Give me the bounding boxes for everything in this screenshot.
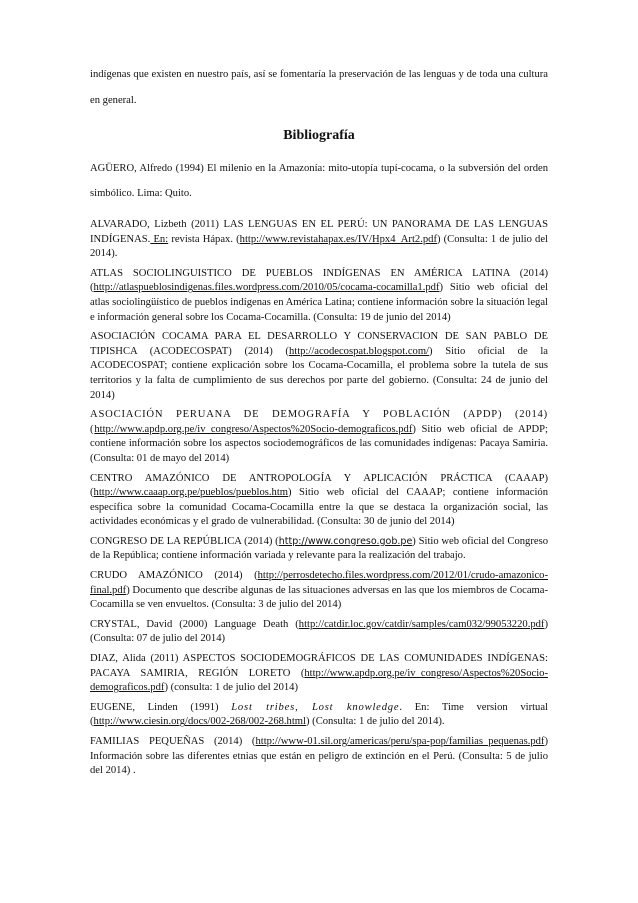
- reference-crystal: [90, 618, 548, 647]
- reference-text: FAMILIAS PEQUEÑAS (2014) (: [90, 736, 256, 747]
- reference-diaz: [90, 652, 548, 696]
- reference-aguero: AGÜERO, Alfredo (1994) El milenio en la Amazonía: mito-utopía tupí-cocama, o la subversión del orden simbólico. Lima: Quito.: [90, 163, 548, 199]
- reference-text: ATLAS SOCIOLINGUISTICO DE PUEBLOS INDÍGENAS EN AMÉRICA LATINA (2014) (: [90, 267, 548, 294]
- reference-text: CRYSTAL, David (2000) Language Death (: [90, 618, 299, 630]
- reference-atlas: [90, 267, 548, 325]
- reference-text: ) (Consulta: 1 de julio del 2014).: [305, 716, 445, 728]
- reference-text: CRUDO AMAZÓNICO (2014) (: [90, 570, 258, 582]
- reference-text: CENTRO AMAZÓNICO DE ANTROPOLOGÍA Y APLICACIÓN PRÁCTICA (CAAAP) (: [90, 472, 548, 499]
- reference-link[interactable]: http://atlaspueblosindigenas.files.wordpress.com/2010/05/cocama-cocamilla1.pdf: [93, 282, 440, 294]
- reference-en: En:: [150, 233, 169, 245]
- reference-text: ASOCIACIÓN COCAMA PARA EL DESARROLLO Y CONSERVACION DE SAN PABLO DE TIPISHCA (ACODECOSPAT) (2014) (: [90, 331, 548, 357]
- reference-link[interactable]: http://www.revistahapax.es/IV/Hpx4_Art2.pdf: [239, 233, 437, 245]
- reference-link[interactable]: http://www.apdp.org.pe/iv_congreso/Aspectos%20Socio-demograficos.pdf: [90, 667, 548, 694]
- reference-apdp: [90, 408, 548, 466]
- bibliography-heading: Bibliografía: [283, 128, 355, 143]
- reference-link[interactable]: http://acodecospat.blogspot.com/: [288, 345, 429, 357]
- reference-text: revista Hápax. (: [168, 233, 240, 245]
- reference-text: ) Sitio web oficial del CAAAP; contiene información específica sobre la comunidad Cocama-Cocamilla entre la que se destaca la organización social, las actividades económicas y el grado de vulnerabilidad. (Consulta: 30 de junio del 2014): [90, 487, 548, 528]
- reference-text: EUGENE, Linden (1991): [90, 701, 232, 713]
- reference-text: ) Sitio oficial de la ACODECOSPAT; contiene explicación sobre los Cocama-Cocamilla, el problema sobre la tutela de sus territorios y la falta de cumplimiento de sus derechos por parte del gobierno. (Consulta: 24 de junio del 2014): [90, 345, 549, 401]
- reference-crudo: [90, 569, 548, 613]
- reference-text: CONGRESO DE LA REPÚBLICA (2014) (: [90, 535, 279, 547]
- reference-text: ) Sitio web oficial del Congreso de la República; contiene información variada y relevante para la realización del trabajo.: [90, 535, 549, 562]
- reference-text: ) Información sobre las diferentes etnias que están en peligro de extinción en el Perú. (Consulta: 5 de julio del 2014) .: [90, 736, 548, 777]
- reference-link[interactable]: http://www.apdp.org.pe/iv_congreso/Aspectos%20Socio-demograficos.pdf: [94, 423, 413, 435]
- intro-paragraph: indígenas que existen en nuestro país, así se fomentaría la preservación de las lenguas y de toda una cultura en general.: [90, 69, 548, 106]
- reference-link[interactable]: http://www.congreso.gob.pe: [278, 535, 413, 547]
- reference-link[interactable]: http://www.ciesin.org/docs/002-268/002-268.html: [93, 716, 306, 728]
- reference-link[interactable]: http://perrosdetecho.files.wordpress.com/2012/01/crudo-amazonico-final.pdf: [90, 570, 548, 596]
- reference-text: DIAZ, Alida (2011) ASPECTOS SOCIODEMOGRÁFICOS DE LAS COMUNIDADES INDÍGENAS: PACAYA SAMIRIA, REGIÓN LORETO (: [90, 653, 548, 679]
- reference-link[interactable]: http://catdir.loc.gov/catdir/samples/cam032/99053220.pdf: [298, 618, 545, 630]
- reference-text: ALVARADO, Lizbeth (2011) LAS LENGUAS EN EL PERÚ: UN PANORAMA DE LAS LENGUAS INDÍGENAS.: [90, 219, 548, 245]
- reference-text: ) Sitio web oficial del atlas sociolingüístico de pueblos indígenas en América Latina; contiene información sobre la situación legal e información general sobre los Cocama-Cocamilla. (Consulta: 19 de junio del 2014): [90, 282, 548, 323]
- reference-text: . En: Time version virtual (: [90, 701, 548, 728]
- reference-text: ) (Consulta: 07 de julio del 2014): [90, 618, 548, 645]
- reference-text: ASOCIACIÓN PERUANA DE DEMOGRAFÍA Y POBLACIÓN (APDP) (2014) (: [90, 409, 548, 435]
- reference-alvarado: [90, 218, 548, 262]
- reference-eugene: [90, 701, 548, 730]
- reference-caaap: [90, 472, 548, 530]
- reference-familias: [90, 735, 548, 779]
- reference-link[interactable]: http://www.caaap.org.pe/pueblos/pueblos.htm: [93, 487, 289, 499]
- reference-text: ) (Consulta: 1 de julio del 2014).: [90, 233, 548, 260]
- reference-acodecospat: [90, 330, 548, 403]
- reference-congreso: [90, 535, 548, 564]
- reference-text: ) (consulta: 1 de julio del 2014): [164, 682, 299, 694]
- reference-text: ) Sitio web oficial de APDP; contiene información sobre los aspectos sociodemográficos de las comunidades indígenas: Pacaya Samiria. (Consulta: 01 de mayo del 2014): [90, 423, 548, 464]
- reference-text: ) Documento que describe algunas de las situaciones adversas en las que los miembros de Cocama-Cocamilla se ven envueltos. (Consulta: 3 de julio del 2014): [90, 584, 548, 611]
- document-page: [90, 62, 548, 784]
- reference-link[interactable]: http://www-01.sil.org/americas/peru/spa-pop/familias_pequenas.pdf: [255, 736, 545, 747]
- reference-title-italic: Lost tribes, Lost knowledge: [231, 701, 400, 713]
